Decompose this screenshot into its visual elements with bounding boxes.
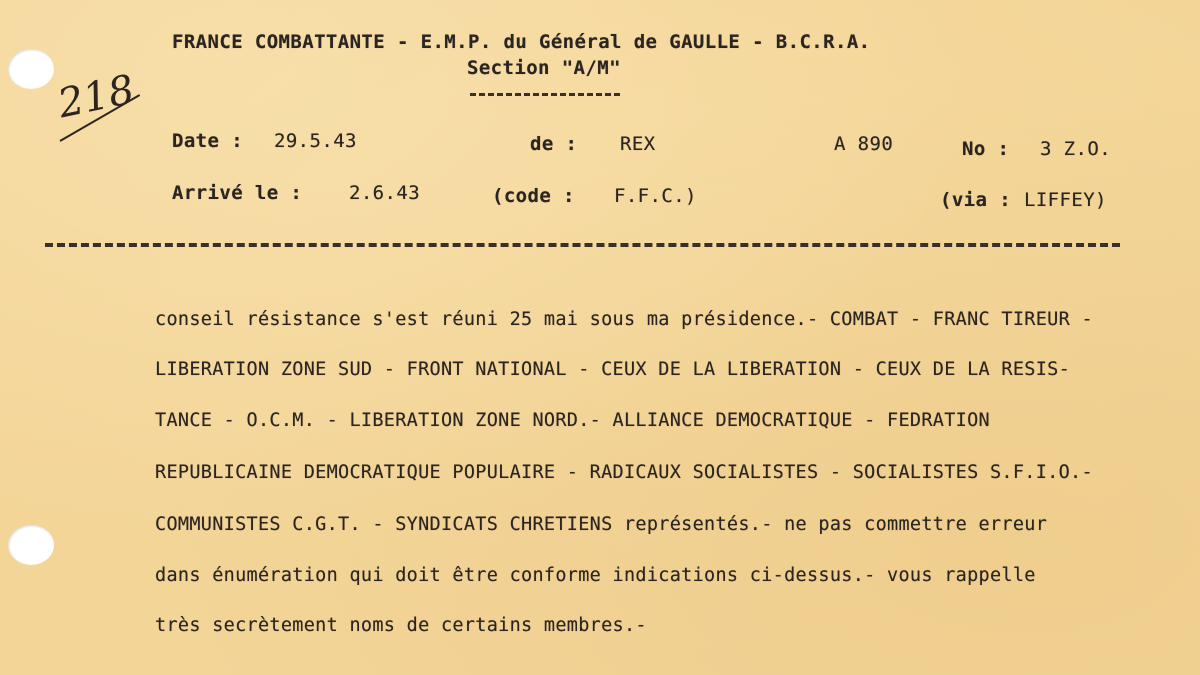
code-value: F.F.C.)	[614, 185, 697, 207]
letterhead-underline	[470, 93, 620, 96]
code-label: (code :	[492, 185, 575, 207]
message-line: conseil résistance s'est réuni 25 mai sous ma présidence.- COMBAT - FRANC TIREUR -	[155, 309, 1093, 330]
message-line: TANCE - O.C.M. - LIBERATION ZONE NORD.- ALLIANCE DEMOCRATIQUE - FEDRATION	[155, 410, 990, 431]
number-value: 3 Z.O.	[1040, 138, 1112, 160]
punch-hole	[8, 525, 54, 565]
number-label: No :	[962, 138, 1010, 160]
arrived-label: Arrivé le :	[172, 182, 303, 204]
via-label: (via :	[940, 189, 1012, 211]
dashed-separator	[45, 243, 1120, 247]
reference-number: A 890	[834, 133, 894, 155]
message-line: très secrètement noms de certains membres.-	[155, 615, 647, 636]
punch-hole	[8, 49, 54, 89]
from-value: REX	[620, 133, 656, 155]
message-line: REPUBLICAINE DEMOCRATIQUE POPULAIRE - RADICAUX SOCIALISTES - SOCIALISTES S.F.I.O.-	[155, 462, 1093, 483]
date-label: Date :	[172, 130, 244, 152]
via-value: LIFFEY)	[1024, 189, 1107, 211]
arrived-value: 2.6.43	[349, 182, 421, 204]
message-line: COMMUNISTES C.G.T. - SYNDICATS CHRETIENS représentés.- ne pas commettre erreur	[155, 514, 1048, 535]
message-line: dans énumération qui doit être conforme indications ci-dessus.- vous rappelle	[155, 565, 1036, 586]
date-value: 29.5.43	[274, 130, 357, 152]
message-line: LIBERATION ZONE SUD - FRONT NATIONAL - CEUX DE LA LIBERATION - CEUX DE LA RESIS-	[155, 359, 1071, 380]
letterhead-section: Section "A/M"	[467, 57, 621, 79]
handwritten-folio-number: 218	[54, 66, 139, 128]
from-label: de :	[530, 133, 578, 155]
letterhead-title: FRANCE COMBATTANTE - E.M.P. du Général de GAULLE - B.C.R.A.	[172, 31, 871, 53]
